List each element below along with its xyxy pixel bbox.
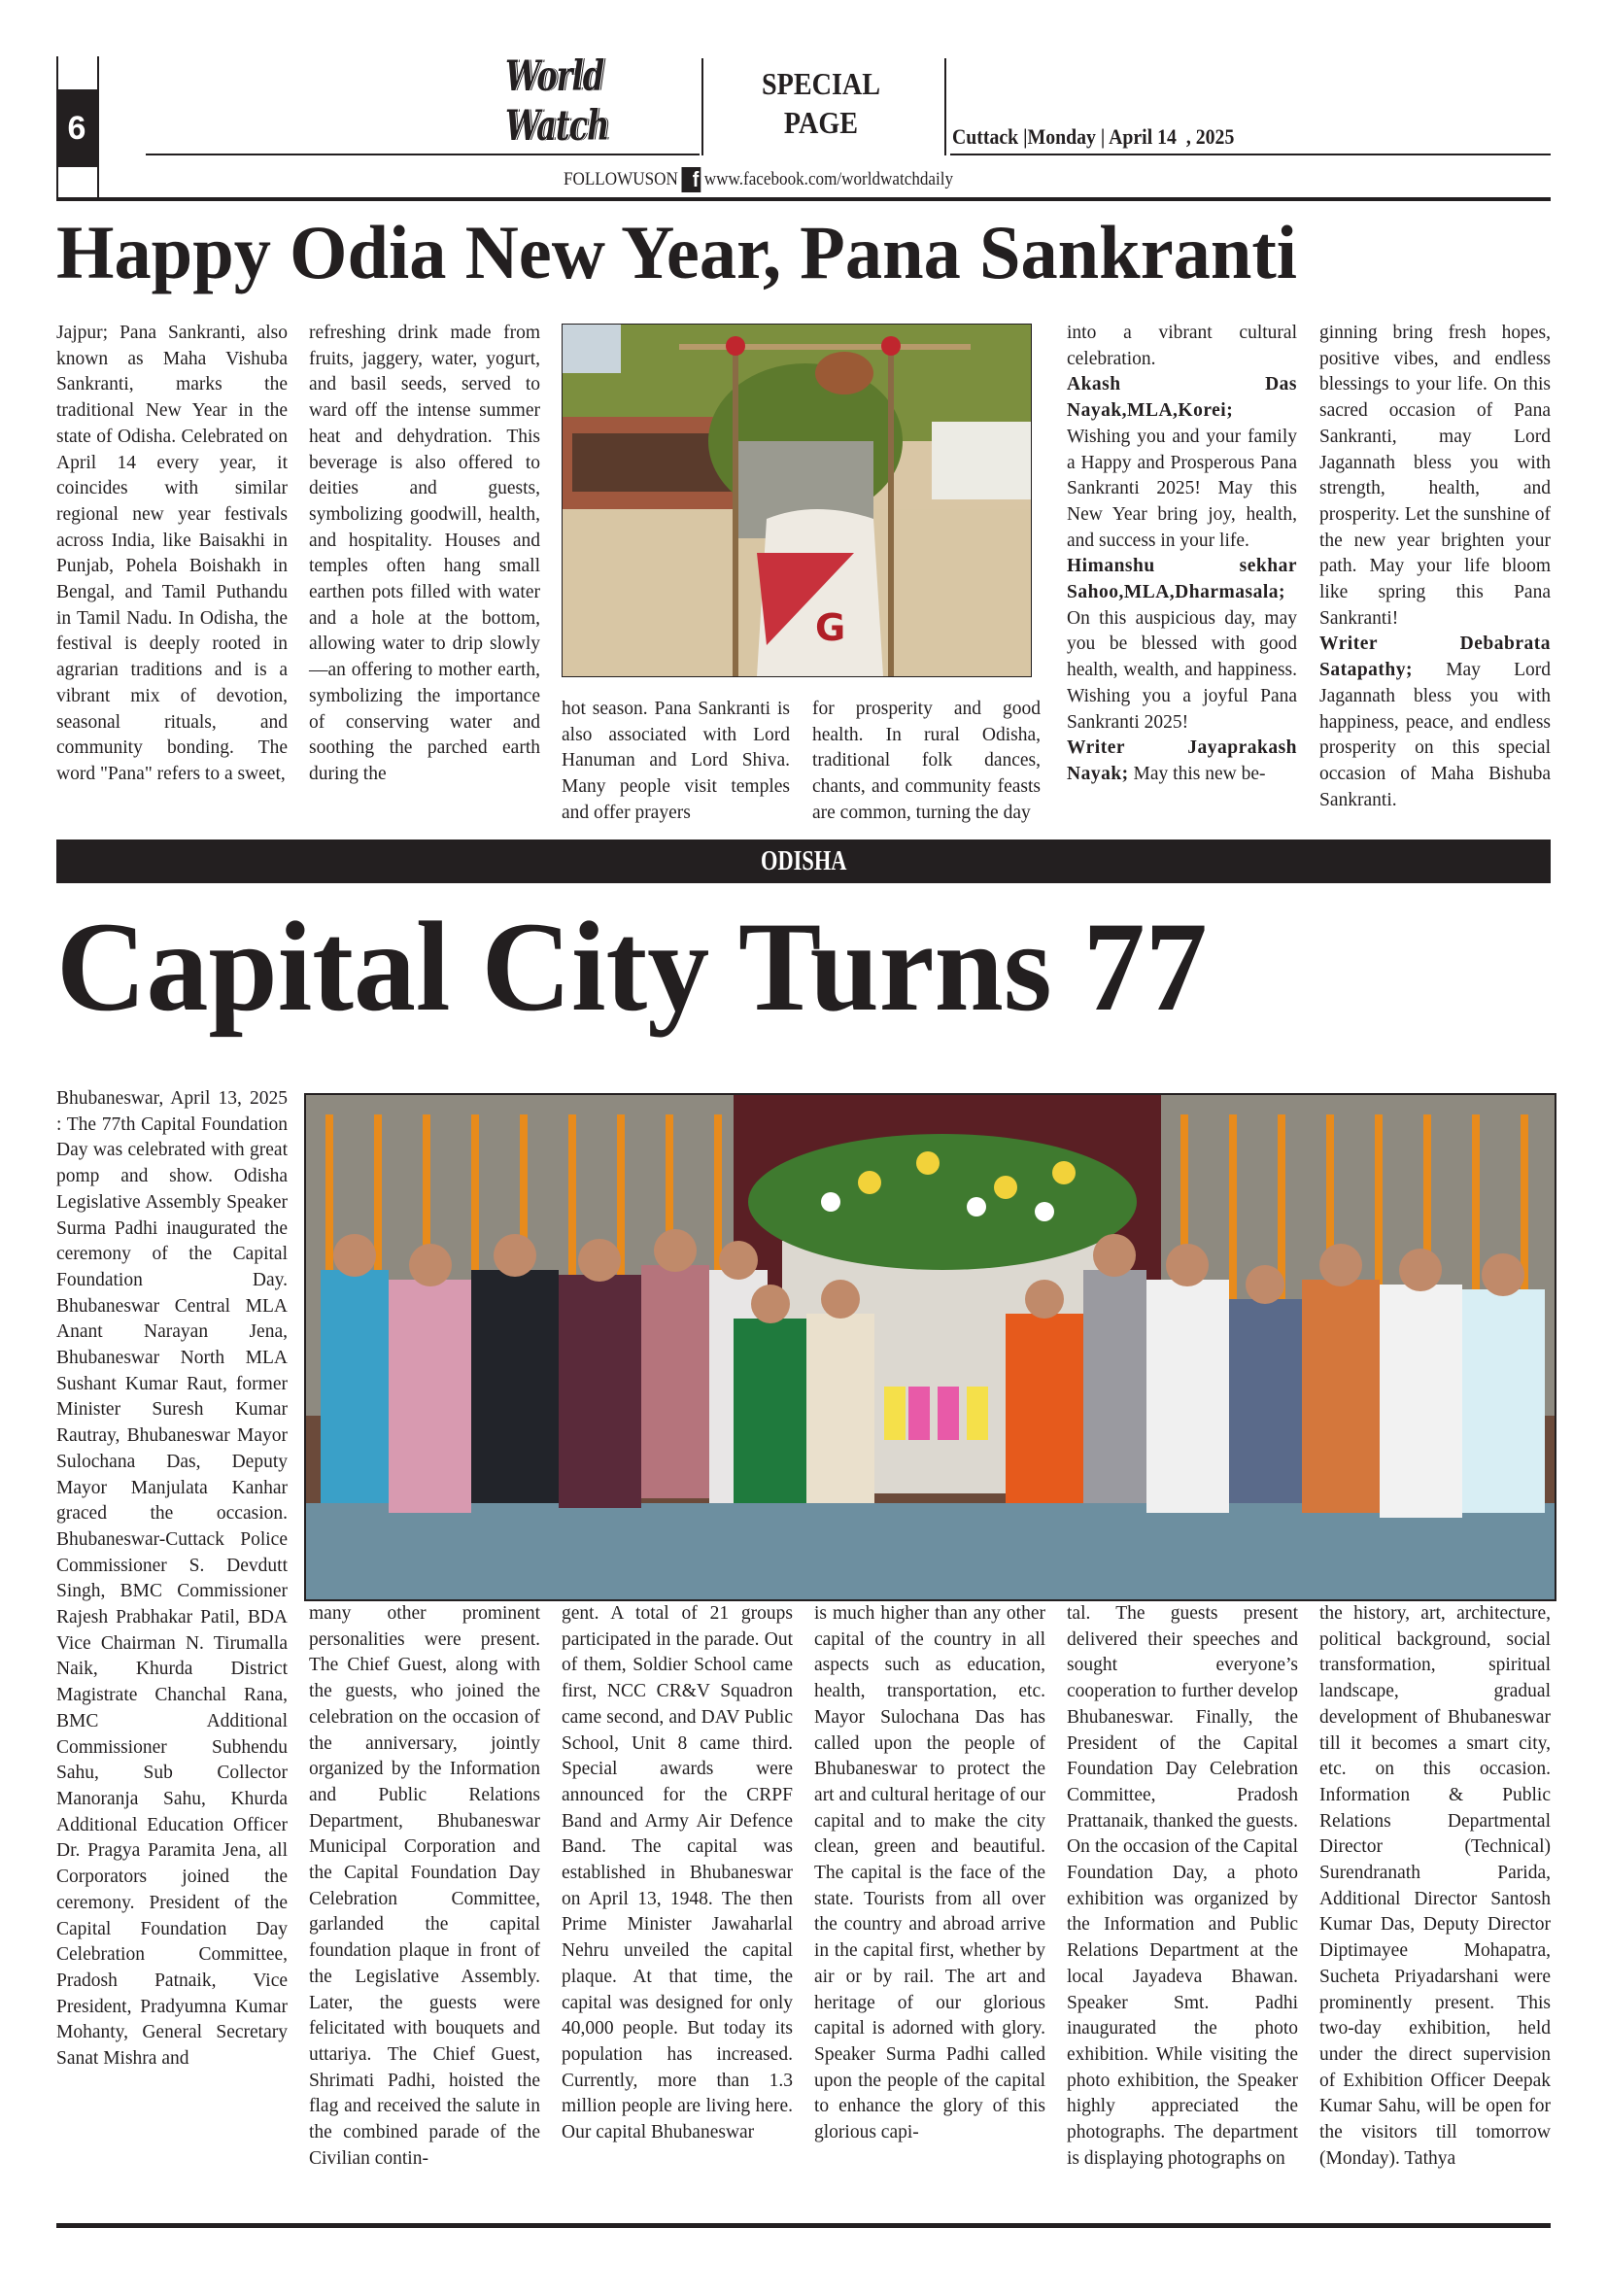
page-number: 6: [56, 89, 97, 167]
section-label: [723, 64, 919, 142]
section-kicker: ODISHA: [760, 845, 847, 876]
greeting-text-part: May this new be-: [1133, 763, 1266, 784]
greeting-name: Himanshu sekhar Sahoo,MLA,Dharmasala;: [1067, 556, 1297, 603]
article2-column-3: gent. A total of 21 groups participated in the parade. Out of them, Soldier School came first, NCC CR&V Squadron came second, and DAV Public School, Unit 8 came third. Special awards were announced for the CRPF Band and Army Air Defence Band. The capital was established in Bhubaneswar on April 13, 1948. The then Prime Minister Jawaharlal Nehru unveiled the capital plaque. At that time, the capital was designed for only 40,000 people. But today its population has increased. Currently, more than 1.3 million people are living here. Our capital Bhubaneswar: [562, 1603, 793, 2143]
section-label-line1: SPECIAL: [761, 66, 881, 101]
facebook-url[interactable]: www.facebook.com/worldwatchdaily: [703, 169, 954, 189]
greeting-text-continued: ginning bring fresh hopes, positive vibes, and endless blessings to your life. On this sacred occasion of Pana Sankranti, may Lord Jagannath bless you with strength, health, and prosperity. Let the sunshine of the new year brighten your path. May your life bloom like spring this Pana Sankranti!: [1319, 323, 1551, 629]
article1-column-5: [1067, 321, 1297, 788]
masthead-page-rule: [97, 56, 99, 200]
article2-column-5: tal. The guests present delivered their speeches and sought everyone’s cooperation to further develop Bhubaneswar. Finally, the President of the Capital Foundation Day Celebration Committee, Pradosh Prattanaik, thanked the guests. On the occasion of the Capital Foundation Day, a photo exhibition was organized by the Information and Public Relations Department at the local Jayadeva Bhawan. Speaker Smt. Padhi inaugurated the photo exhibition. While visiting the photo exhibition, the Speaker highly appreciated the photographs. The department is displaying photographs on: [1067, 1603, 1298, 2169]
article2-column-4: is much higher than any other capital of the country in all aspects such as education, health, transportation, etc. Mayor Sulochana Das has called upon the people of Bhubaneswar to protect the art and cultural heritage of our capital and to make the city clean, green and beautiful. The capital is the face of the state. Tourists from all over the country and abroad arrive in the capital first, whether by air or by rail. The art and heritage of our glorious capital is adorned with glory. Speaker Surma Padhi called upon the people of the capital to enhance the glory of this glorious capi-: [814, 1603, 1045, 2143]
article1-column-5-intro: into a vibrant cultural celebration.: [1067, 323, 1297, 369]
masthead-divider-2: [944, 58, 946, 155]
article1-column-1: Jajpur; Pana Sankranti, also known as Maha Vishuba Sankranti, marks the traditional New Year in the state of Odisha. Celebrated on April 14 every year, it coincides with similar regional new year festivals across India, like Baisakhi in Punjab, Pohela Boishakh in Bengal, and Tamil Puthandu in Tamil Nadu. In Odisha, the festival is deeply rooted in agrarian traditions and is a vibrant mix of devotion, seasonal rituals, and community bonding. The word "Pana" refers to a sweet,: [56, 323, 288, 784]
article2-headline: Capital City Turns 77: [56, 895, 1208, 1038]
pana-pot-photo-illustration: [563, 325, 1031, 676]
dateline: Cuttack |Monday | April 14 , 2025: [952, 124, 1235, 149]
article1-headline: Happy Odia New Year, Pana Sankranti: [56, 210, 1298, 294]
svg-text:G: G: [815, 606, 846, 649]
section-label-line2: PAGE: [783, 105, 859, 140]
article2-photo: [304, 1093, 1556, 1601]
masthead-rule-left: [146, 154, 700, 155]
facebook-icon[interactable]: f: [681, 167, 701, 192]
greeting-text: Wishing you and your family a Happy and Prosperous Pana Sankranti 2025! May this New Year bring joy, health, and success in your life.: [1067, 426, 1297, 551]
greeting-text: On this auspicious day, may you be blessed with good health, wealth, and happiness. Wishing you a joyful Pana Sankranti 2025!: [1067, 607, 1297, 733]
greeting-name: Writer Jayaprakash Nayak;: [1067, 737, 1297, 784]
section-kicker-bar: [56, 840, 1551, 883]
follow-us[interactable]: [564, 167, 953, 192]
article1-column-2: refreshing drink made from fruits, jaggery, water, yogurt, and basil seeds, served to ward off the intense summer heat and dehydration. This beverage is also offered to deities and guests, symbolizing goodwill, health, and hospitality. Houses and temples often hang small earthen pots filled with water and a hole at the bottom, allowing water to drip slowly—an offering to mother earth, symbolizing the importance of conserving water and soothing the parched earth during the: [309, 323, 540, 784]
article2-column-6: the history, art, architecture, political background, social transformation, spiritual landscape, gradual development of Bhubaneswar till it becomes a smart city, etc. on this occasion. Information & Public Relations Departmental Director (Technical) Surendranath Parida, Additional Director Santosh Kumar Das, Deputy Director Diptimayee Mohapatra, Sucheta Priyadarshani were prominently present. This two-day exhibition, held under the direct supervision of Exhibition Officer Deepak Kumar Sahu, will be open for the visitors till tomorrow (Monday). Tathya: [1319, 1603, 1551, 2169]
article1-column-6: [1319, 321, 1551, 813]
article1-column-3: hot season. Pana Sankranti is also associated with Lord Hanuman and Lord Shiva. Many people visit temples and offer prayers: [562, 699, 790, 823]
masthead-rule-right: [950, 154, 1551, 155]
article1-photo: [562, 324, 1032, 677]
follow-label: FOLLOWUSON: [564, 169, 678, 189]
masthead-bottom-rule: [56, 197, 1551, 201]
article1-column-4: for prosperity and good health. In rural Odisha, traditional folk dances, chants, and community feasts are common, turning the day: [812, 699, 1041, 823]
article2-column-1: Bhubaneswar, April 13, 2025 : The 77th Capital Foundation Day was celebrated with great pomp and show. Odisha Legislative Assembly Speaker Surma Padhi inaugurated the ceremony of the Capital Foundation Day. Bhubaneswar Central MLA Anant Narayan Jena, Bhubaneswar North MLA Sushant Kumar Raut, former Minister Suresh Kumar Rautray, Bhubaneswar Mayor Sulochana Das, Deputy Mayor Manjulata Kanhar graced the occasion. Bhubaneswar-Cuttack Police Commissioner S. Devdutt Singh, BMC Commissioner Rajesh Prabhakar Patil, BDA Vice Chairman N. Tirumalla Naik, Khurda District Magistrate Chanchal Rana, BMC Additional Commissioner Subhendu Sahu, Sub Collector Manoranja Sahu, Khurda Additional Education Officer Dr. Pragya Paramita Jena, all Corporators joined the ceremony. President of the Capital Foundation Day Celebration Committee, Pradosh Patnaik, Vice President, Pradyumna Kumar Mohanty, General Secretary Sanat Mishra and: [56, 1088, 288, 2070]
masthead-divider-1: [701, 58, 703, 155]
logo: World Watch: [505, 51, 609, 151]
capital-foundation-group-photo: [306, 1095, 1555, 1599]
greeting-text: May Lord Jagannath bless you with happiness, peace, and endless prosperity on this special occasion of Maha Bishuba Sankranti.: [1319, 660, 1551, 810]
page-bottom-rule: [56, 2223, 1551, 2228]
greeting-name: Writer Debabrata Satapathy;: [1319, 634, 1551, 681]
greeting-name: Akash Das Nayak,MLA,Korei;: [1067, 374, 1297, 422]
article2-column-2: many other prominent personalities were present. The Chief Guest, along with the guests, who joined the celebration on the occasion of the anniversary, jointly organized by the Information and Public Relations Department, Bhubaneswar Municipal Corporation and the Capital Foundation Day Celebration Committee, garlanded the capital foundation plaque in front of the Legislative Assembly. Later, the guests were felicitated with bouquets and uttariya. The Chief Guest, Shrimati Padhi, hoisted the flag and received the salute in the combined parade of the Civilian contin-: [309, 1603, 540, 2169]
